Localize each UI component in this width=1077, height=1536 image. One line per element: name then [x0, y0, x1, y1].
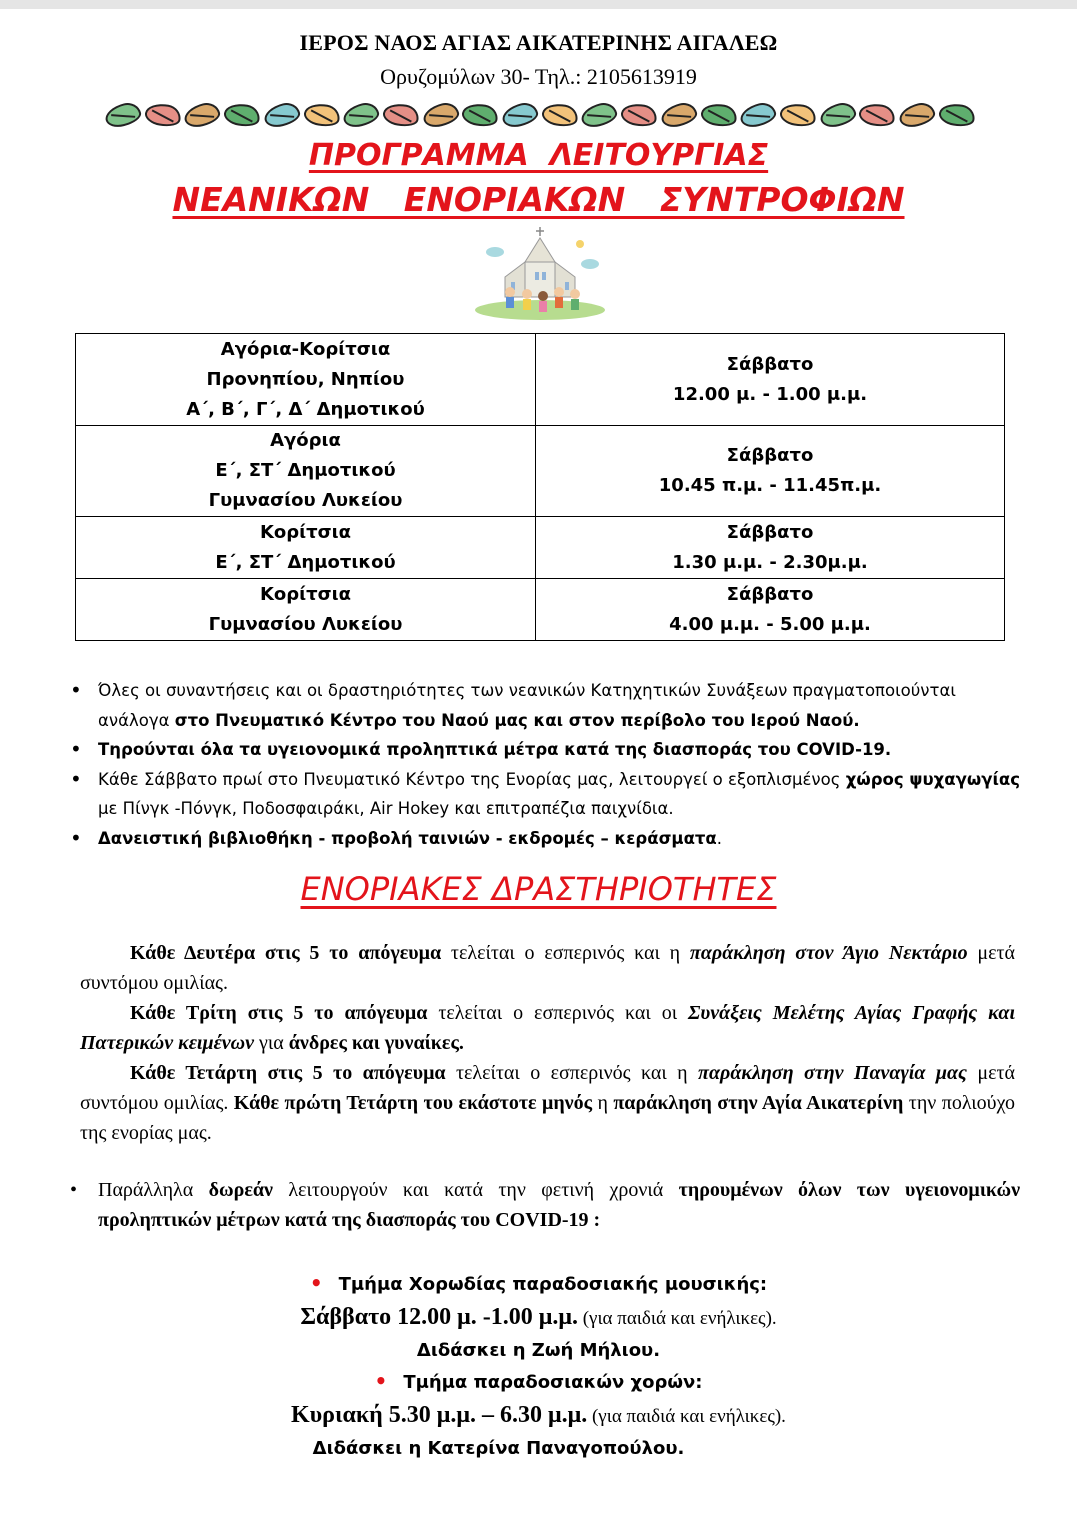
- leaf-icon: [699, 101, 738, 129]
- leaf-icon: [620, 101, 659, 129]
- table-row: [76, 579, 1005, 641]
- activity-name: • Τμήμα παραδοσιακών χορών:: [374, 1369, 703, 1393]
- leaf-icon: [738, 100, 778, 130]
- activity-teacher: Διδάσκει η Κατερίνα Παναγοπούλου.: [312, 1438, 685, 1459]
- church-name: ΙΕΡΟΣ ΝΑΟΣ ΑΓΙΑΣ ΑΙΚΑΤΕΡΙΝΗΣ ΑΙΓΑΛΕΩ: [299, 30, 778, 55]
- leaf-icon: [818, 100, 858, 130]
- time-cell: Σάββατο 4.00 μ.μ. - 5.00 μ.μ.: [536, 579, 1005, 641]
- top-gray-bar: [0, 0, 1077, 9]
- activity-time: Κυριακή 5.30 μ.μ. – 6.30 μ.μ. (για παιδιά και ενήλικες).: [291, 1402, 786, 1428]
- leaf-icon: [500, 100, 540, 130]
- leaf-icon: [897, 100, 937, 130]
- church-children-illustration: [465, 222, 615, 322]
- leaf-icon: [103, 100, 143, 130]
- list-item: • Όλες οι συναντήσεις και οι δραστηριότητες των νεανικών Κατηχητικών Συνάξεων πραγματοποιούνται ανάλογα στο Πνευματικό Κέντρο του Ναού μας και στον περίβολο του Ιερού Ναού.: [70, 676, 1020, 735]
- church-icon: [465, 222, 615, 322]
- time-cell: Σάββατο 1.30 μ.μ. - 2.30μ.μ.: [536, 517, 1005, 579]
- schedule-table: [75, 333, 1005, 641]
- free-activities-list: [0, 1268, 1077, 1464]
- red-bullet-icon: •: [374, 1369, 388, 1393]
- parish-activities-title: ΕΝΟΡΙΑΚΕΣ ΔΡΑΣΤΗΡΙΟΤΗΤΕΣ: [300, 870, 777, 908]
- leaf-border-decoration: [105, 100, 975, 130]
- list-item: • Τηρούνται όλα τα υγειονομικά προληπτικά μέτρα κατά της διασποράς του COVID-19.: [70, 735, 1020, 765]
- monday-paragraph: Κάθε Δευτέρα στις 5 το απόγευμα τελείται ο εσπερινός και η παράκληση στον Άγιο Νεκτάριο μετά συντόμου ομιλίας.: [80, 942, 1016, 994]
- table-row: [76, 334, 1005, 426]
- leaf-icon: [540, 101, 579, 129]
- leaf-icon: [937, 101, 976, 129]
- leaf-icon: [302, 101, 341, 129]
- leaf-icon: [579, 100, 619, 130]
- weekly-services-paragraphs: [80, 938, 1015, 1148]
- table-row: [76, 517, 1005, 579]
- activity-time: Σάββατο 12.00 μ. -1.00 μ.μ. (για παιδιά και ενήλικες).: [300, 1304, 777, 1330]
- leaf-icon: [461, 101, 500, 129]
- time-cell: Σάββατο 10.45 π.μ. - 11.45π.μ.: [536, 426, 1005, 517]
- leaf-icon: [262, 100, 302, 130]
- leaf-icon: [420, 100, 460, 130]
- program-title-line2: ΝΕΑΝΙΚΩΝ ΕΝΟΡΙΑΚΩΝ ΣΥΝΤΡΟΦΙΩΝ: [172, 180, 905, 219]
- leaf-icon: [659, 100, 699, 130]
- activity-name: • Τμήμα Χορωδίας παραδοσιακής μουσικής:: [309, 1271, 768, 1295]
- group-cell: Αγόρια Ε΄, ΣΤ΄ Δημοτικού Γυμνασίου Λυκείου: [76, 426, 536, 517]
- activity-teacher: Διδάσκει η Ζωή Μήλιου.: [416, 1340, 661, 1361]
- table-row: [76, 426, 1005, 517]
- info-bullet-list: [70, 676, 1020, 853]
- leaf-icon: [858, 101, 897, 129]
- leaf-icon: [381, 101, 420, 129]
- list-item: • Κάθε Σάββατο πρωί στο Πνευματικό Κέντρο της Ενορίας μας, λειτουργεί ο εξοπλισμένος χώρος ψυχαγωγίας με Πίνγκ -Πόνγκ, Ποδοσφαιράκι, Air Hokey και επιτραπέζια παιχνίδια.: [70, 765, 1020, 824]
- free-activities-intro: • Παράλληλα δωρεάν λειτουργούν και κατά την φετινή χρονιά τηρουμένων όλων των υγειονομικών προληπτικών μέτρων κατά της διασποράς του COVID-19 :: [70, 1175, 1020, 1235]
- leaf-icon: [182, 100, 222, 130]
- tuesday-paragraph: Κάθε Τρίτη στις 5 το απόγευμα τελείται ο εσπερινός και οι Συνάξεις Μελέτης Αγίας Γραφής και Πατερικών κειμένων για άνδρες και γυναίκες.: [80, 1002, 1016, 1054]
- list-item: • Δανειστική βιβλιοθήκη - προβολή ταινιών - εκδρομές – κεράσματα.: [70, 824, 1020, 854]
- wednesday-paragraph: Κάθε Τετάρτη στις 5 το απόγευμα τελείται ο εσπερινός και η παράκληση στην Παναγία μας μετά συντόμου ομιλίας. Κάθε πρώτη Τετάρτη του εκάστοτε μηνός η παράκληση στην Αγία Αικατερίνη την πολιούχο της ενορίας μας.: [80, 1062, 1016, 1144]
- group-cell: Κορίτσια Ε΄, ΣΤ΄ Δημοτικού: [76, 517, 536, 579]
- time-cell: Σάββατο 12.00 μ. - 1.00 μ.μ.: [536, 334, 1005, 426]
- program-title-line1: ΠΡΟΓΡΑΜΜΑ ΛΕΙΤΟΥΡΓΙΑΣ: [308, 138, 769, 173]
- group-cell: Αγόρια-Κορίτσια Προνηπίου, Νηπίου Α΄, Β΄, Γ΄, Δ΄ Δημοτικού: [76, 334, 536, 426]
- church-address: Ορυζομύλων 30- Τηλ.: 2105613919: [380, 64, 697, 89]
- leaf-icon: [222, 101, 261, 129]
- leaf-icon: [341, 100, 381, 130]
- red-bullet-icon: •: [309, 1271, 323, 1295]
- group-cell: Κορίτσια Γυμνασίου Λυκείου: [76, 579, 536, 641]
- leaf-icon: [143, 101, 182, 129]
- leaf-icon: [778, 101, 817, 129]
- bullet-dot-icon: •: [70, 1179, 78, 1201]
